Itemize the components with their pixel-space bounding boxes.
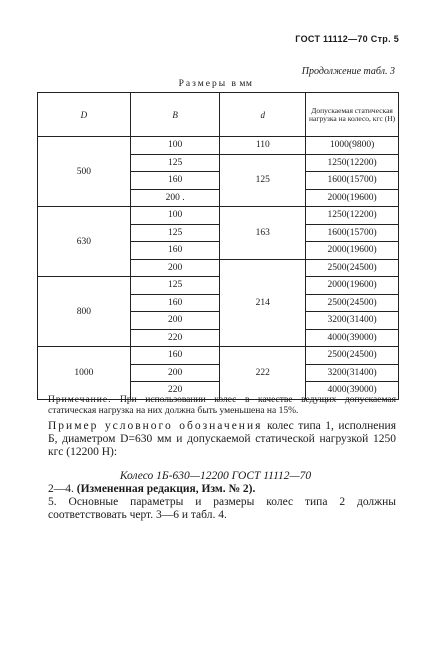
cell-B: 160 [130, 242, 220, 260]
column-header-B: B [130, 93, 220, 137]
cell-load: 3200(31400) [306, 312, 399, 330]
cell-d: 214 [220, 259, 306, 347]
cell-B: 200 [130, 312, 220, 330]
cell-B: 200 [130, 259, 220, 277]
cell-B: 125 [130, 277, 220, 295]
designation-formula: Колесо 1Б-630—12200 ГОСТ 11112—70 [119, 470, 312, 482]
cell-D: 630 [38, 207, 131, 277]
cell-load: 3200(31400) [306, 364, 399, 382]
table-continuation-label: Продолжение табл. 3 [301, 66, 395, 77]
cell-load: 1600(15700) [306, 224, 399, 242]
cell-D: 500 [38, 137, 131, 207]
cell-B: 100 [130, 207, 220, 225]
cell-load: 2500(24500) [306, 294, 399, 312]
cell-load: 4000(39000) [306, 382, 399, 400]
cell-B: 220 [130, 382, 220, 400]
table-row [38, 207, 399, 225]
cell-B: 160 [130, 172, 220, 190]
cell-B: 125 [130, 154, 220, 172]
column-header-D: D [38, 93, 131, 137]
cell-B: 125 [130, 224, 220, 242]
cell-load: 2500(24500) [306, 347, 399, 365]
cell-D: 800 [38, 277, 131, 347]
example-label: Пример условного обозначения [48, 420, 263, 432]
table-row [38, 137, 399, 155]
cell-d: 222 [220, 347, 306, 400]
dimensions-label: Размеры [178, 79, 228, 89]
cell-load: 2000(19600) [306, 242, 399, 260]
cell-B: 100 [130, 137, 220, 155]
wheel-dimensions-table [37, 92, 399, 400]
cell-load: 1600(15700) [306, 172, 399, 190]
revision-note [48, 483, 255, 495]
column-header-load: Допускаемая статическая нагрузка на колесо, кгс (Н) [306, 93, 399, 137]
cell-B: 160 [130, 294, 220, 312]
paragraph-item-5: 5. Основные параметры и размеры колес типа 2 должны соответствовать черт. 3—6 и табл. 4. [48, 496, 396, 521]
cell-d: 110 [220, 137, 306, 155]
cell-B: 200 [130, 364, 220, 382]
dimensions-caption [0, 79, 431, 89]
designation-example [48, 420, 396, 459]
revision-prefix: 2—4. [48, 483, 74, 495]
table-header-row [38, 93, 399, 137]
cell-d: 163 [220, 207, 306, 260]
cell-load: 2000(19600) [306, 277, 399, 295]
table-row [38, 347, 399, 365]
column-header-d: d [220, 93, 306, 137]
cell-load: 2000(19600) [306, 189, 399, 207]
cell-load: 2500(24500) [306, 259, 399, 277]
cell-load: 1000(9800) [306, 137, 399, 155]
cell-B: 160 [130, 347, 220, 365]
cell-load: 4000(39000) [306, 329, 399, 347]
dimensions-unit: в мм [231, 79, 253, 89]
cell-d: 125 [220, 154, 306, 207]
cell-load: 1250(12200) [306, 154, 399, 172]
example-text: колес типа 1, исполнения Б, диаметром D=630 мм и допускаемой статической нагрузкой 1250 кгс (12200 Н): [48, 420, 396, 458]
revision-text: (Измененная редакция, Изм. № 2). [76, 483, 256, 495]
cell-load: 1250(12200) [306, 207, 399, 225]
note-text: При использовании колес в качестве ведущих допускаемая статическая нагрузка на них должна быть уменьшена на 15%. [48, 395, 397, 416]
table-note [48, 395, 396, 417]
cell-B: 200 . [130, 189, 220, 207]
table-row [38, 277, 399, 295]
note-label: Примечание. [48, 395, 112, 405]
cell-D: 1000 [38, 347, 131, 400]
cell-B: 220 [130, 329, 220, 347]
page-header: ГОСТ 11112—70 Стр. 5 [295, 34, 399, 44]
